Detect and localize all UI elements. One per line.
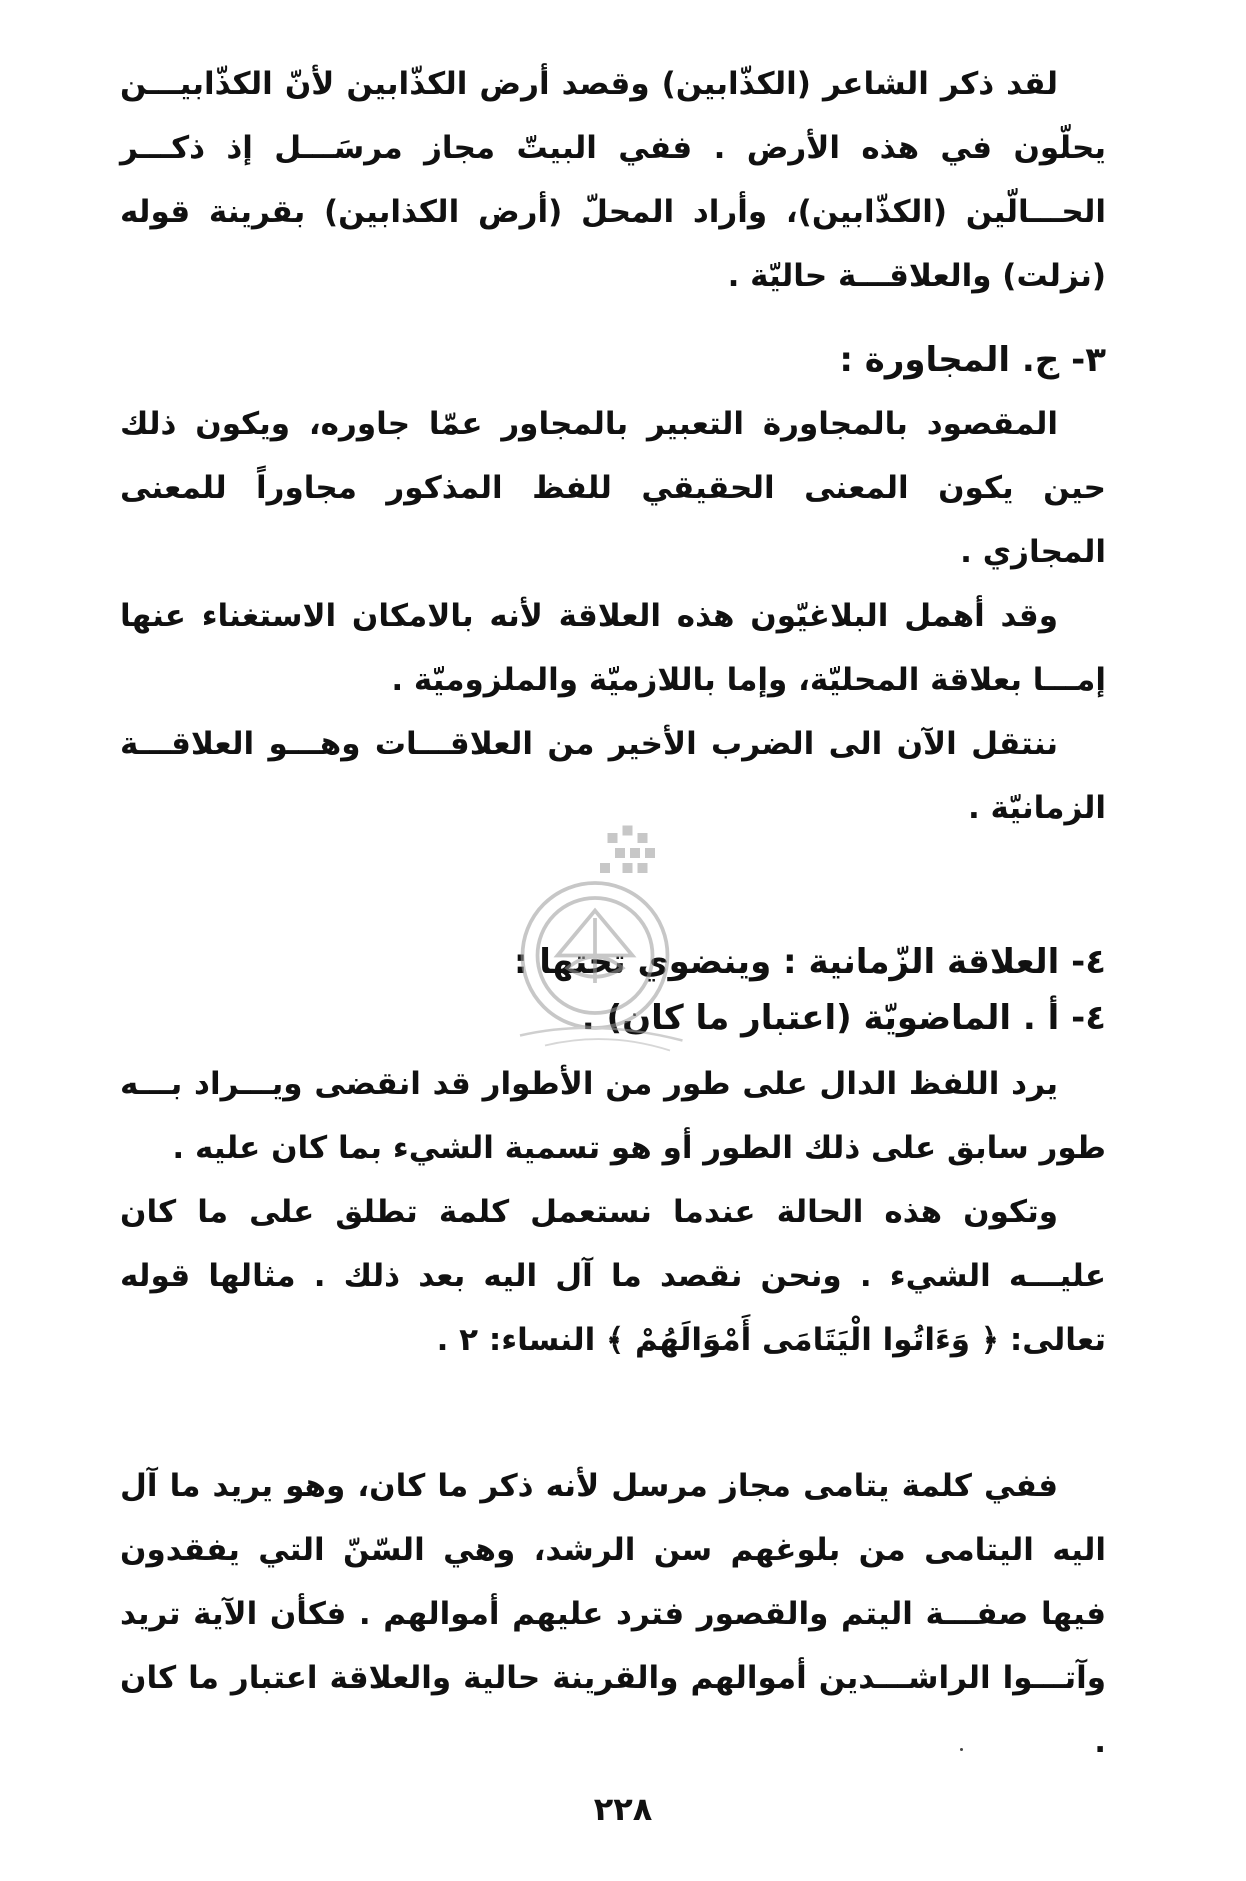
heading-past-consideration: ٤- أ . الماضويّة (اعتبار ما كان) . bbox=[581, 998, 1106, 1038]
paragraph-contiguity-definition bbox=[120, 392, 1106, 584]
paragraph-orphans-explanation bbox=[120, 1454, 1106, 1774]
paragraph-4-text: ننتقل الآن الى الضرب الأخير من العلاقـــات وهـــو العلاقـــة الزمانيّة . bbox=[120, 726, 1106, 826]
paragraph-rhetoricians bbox=[120, 584, 1106, 712]
paragraph-7-text: ففي كلمة يتامى مجاز مرسل لأنه ذكر ما كان، وهو يريد ما آل اليه اليتامى من بلوغهم سن الرشد، وهي السّنّ التي يفقدون فيها صفـــة اليتم والقصور فترد عليهم أموالهم . فكأن الآية تريد وآتـــوا الراشـــدين أموالهم والقرينة حالية والعلاقة اعتبار ما كان . bbox=[120, 1468, 1106, 1760]
paragraph-6-text: وتكون هذه الحالة عندما نستعمل كلمة تطلق على ما كان عليـــه الشيء . ونحن نقصد ما آل اليه بعد ذلك . مثالها قوله تعالى: ﴿ وَءَاتُوا الْيَتَامَى أَمْوَالَهُمْ ﴾ النساء: ٢ . bbox=[120, 1194, 1106, 1358]
paragraph-past-definition bbox=[120, 1052, 1106, 1180]
page-number: ٢٢٨ bbox=[593, 1790, 653, 1828]
paragraph-opening bbox=[120, 52, 1106, 308]
heading-temporal-relation: ٤- العلاقة الزّمانية : وينضوي تحتها : bbox=[513, 942, 1106, 982]
paragraph-5-text: يرد اللفظ الدال على طور من الأطوار قد انقضى ويـــراد بـــه طور سابق على ذلك الطور أو هو تسمية الشيء بما كان عليه . bbox=[120, 1066, 1106, 1166]
paragraph-2-text: المقصود بالمجاورة التعبير بالمجاور عمّا جاوره، ويكون ذلك حين يكون المعنى الحقيقي للفظ المذكور مجاوراً للمعنى المجازي . bbox=[120, 406, 1106, 570]
seal-emblem-icon bbox=[470, 808, 720, 1058]
scan-speck bbox=[960, 1748, 963, 1751]
text-section-1 bbox=[120, 52, 1106, 308]
text-section-2 bbox=[120, 332, 1106, 840]
paragraph-quran-example bbox=[120, 1180, 1106, 1372]
text-section-4 bbox=[120, 1454, 1106, 1774]
heading-contiguity: ٣- ج. المجاورة : bbox=[839, 340, 1106, 380]
paragraph-3-text: وقد أهمل البلاغيّون هذه العلاقة لأنه بالامكان الاستغناء عنها إمـــا بعلاقة المحليّة، وإما باللازميّة والملزوميّة . bbox=[120, 598, 1106, 698]
paragraph-1-text: لقد ذكر الشاعر (الكذّابين) وقصد أرض الكذّابين لأنّ الكذّابيـــن يحلّون في هذه الأرض . ففي البيتّ مجاز مرسَـــل إذ ذكـــر الحـــالّين (الكذّابين)، وأراد المحلّ (أرض الكذابين) بقرينة قوله (نزلت) والعلاقـــة حاليّة . bbox=[120, 66, 1106, 294]
